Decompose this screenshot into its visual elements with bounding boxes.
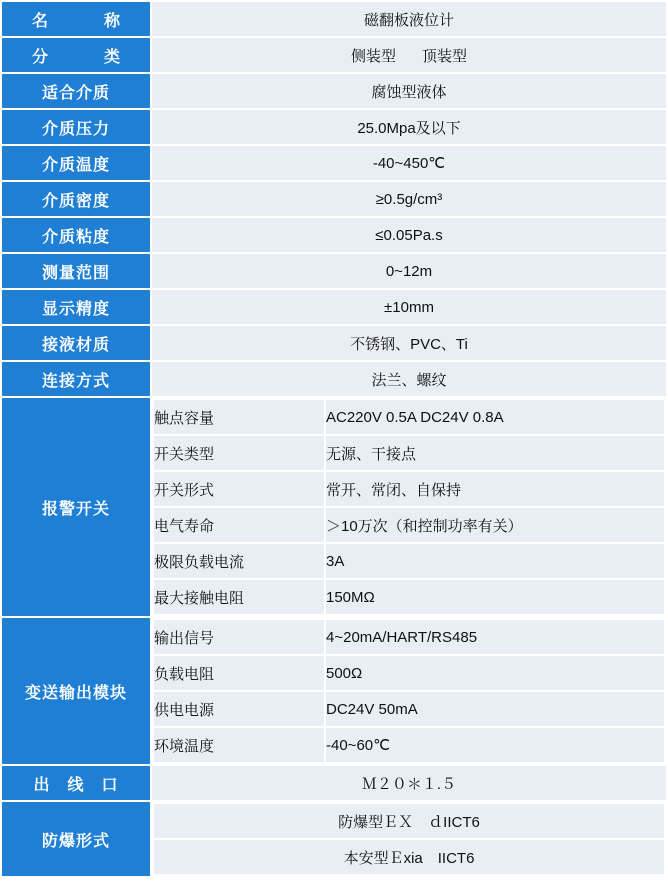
list-item (154, 544, 664, 578)
group-label-explosion-proof: 防爆形式 (2, 802, 150, 876)
table-row (2, 2, 666, 36)
row-label-viscosity: 介质粘度 (2, 218, 150, 252)
row-label-cable-outlet: 出 线 口 (2, 766, 150, 800)
list-item (154, 728, 664, 762)
alarm-item-value-switch-type: 无源、干接点 (326, 436, 664, 470)
alarm-item-value-max-contact-resistance: 150MΩ (326, 580, 664, 614)
table-row-explosion-proof (2, 802, 666, 876)
row-label-medium: 适合介质 (2, 74, 150, 108)
alarm-item-value-max-load-current: 3A (326, 544, 664, 578)
row-value-cable-outlet: Ｍ２０＊１.５ (152, 766, 666, 800)
transmitter-item-name-power-supply: 供电电源 (154, 692, 324, 726)
row-value-range: 0~12m (152, 254, 666, 288)
row-label-category: 分 类 (2, 38, 150, 72)
row-label-wetted-material: 接液材质 (2, 326, 150, 360)
explosion-proof-value-ex-d: 防爆型ＥＸ ｄIICT6 (154, 804, 664, 838)
row-value-temperature: -40~450℃ (152, 146, 666, 180)
alarm-item-value-switch-form: 常开、常闭、自保持 (326, 472, 664, 506)
transmitter-item-value-output-signal: 4~20mA/HART/RS485 (326, 620, 664, 654)
alarm-switch-items (152, 398, 666, 616)
group-label-transmitter-module: 变送输出模块 (2, 618, 150, 764)
row-label-density: 介质密度 (2, 182, 150, 216)
list-item (154, 804, 664, 838)
table-row (2, 326, 666, 360)
transmitter-item-name-ambient-temperature: 环境温度 (154, 728, 324, 762)
transmitter-item-value-load-resistance: 500Ω (326, 656, 664, 690)
row-value-medium: 腐蚀型液体 (152, 74, 666, 108)
row-value-connection: 法兰、螺纹 (152, 362, 666, 396)
list-item (154, 400, 664, 434)
alarm-item-value-electrical-life: ＞10万次（和控制功率有关） (326, 508, 664, 542)
list-item (154, 840, 664, 874)
category-option-side: 侧装型 (350, 47, 396, 65)
list-item (154, 472, 664, 506)
row-label-connection: 连接方式 (2, 362, 150, 396)
table-row-transmitter-module (2, 618, 666, 764)
alarm-item-name-max-contact-resistance: 最大接触电阻 (154, 580, 324, 614)
table-row (2, 110, 666, 144)
transmitter-item-value-ambient-temperature: -40~60℃ (326, 728, 664, 762)
row-value-pressure: 25.0Mpa及以下 (152, 110, 666, 144)
explosion-proof-value-exia: 本安型Ｅxia IICT6 (154, 840, 664, 874)
table-row (2, 362, 666, 396)
list-item (154, 656, 664, 690)
transmitter-item-name-load-resistance: 负载电阻 (154, 656, 324, 690)
row-label-pressure: 介质压力 (2, 110, 150, 144)
list-item (154, 436, 664, 470)
table-row (2, 38, 666, 72)
row-label-range: 测量范围 (2, 254, 150, 288)
row-value-name: 磁翻板液位计 (152, 2, 666, 36)
row-value-density: ≥0.5g/cm³ (152, 182, 666, 216)
row-label-temperature: 介质温度 (2, 146, 150, 180)
row-value-wetted-material: 不锈钢、PVC、Ti (152, 326, 666, 360)
transmitter-item-value-power-supply: DC24V 50mA (326, 692, 664, 726)
row-value-viscosity: ≤0.05Pa.s (152, 218, 666, 252)
table-row (2, 766, 666, 800)
alarm-item-name-switch-form: 开关形式 (154, 472, 324, 506)
list-item (154, 580, 664, 614)
list-item (154, 692, 664, 726)
list-item (154, 620, 664, 654)
table-row-alarm-switch (2, 398, 666, 616)
table-row (2, 74, 666, 108)
transmitter-item-name-output-signal: 输出信号 (154, 620, 324, 654)
transmitter-module-items (152, 618, 666, 764)
table-row (2, 254, 666, 288)
alarm-item-name-contact-capacity: 触点容量 (154, 400, 324, 434)
row-label-name: 名 称 (2, 2, 150, 36)
explosion-proof-items (152, 802, 666, 876)
table-row (2, 290, 666, 324)
alarm-item-name-max-load-current: 极限负载电流 (154, 544, 324, 578)
row-label-accuracy: 显示精度 (2, 290, 150, 324)
alarm-item-name-electrical-life: 电气寿命 (154, 508, 324, 542)
alarm-item-name-switch-type: 开关类型 (154, 436, 324, 470)
table-row (2, 218, 666, 252)
list-item (154, 508, 664, 542)
table-row (2, 146, 666, 180)
row-value-category (152, 38, 666, 72)
category-option-top: 顶装型 (422, 47, 468, 65)
alarm-item-value-contact-capacity: AC220V 0.5A DC24V 0.8A (326, 400, 664, 434)
row-value-accuracy: ±10mm (152, 290, 666, 324)
group-label-alarm-switch: 报警开关 (2, 398, 150, 616)
table-row (2, 182, 666, 216)
